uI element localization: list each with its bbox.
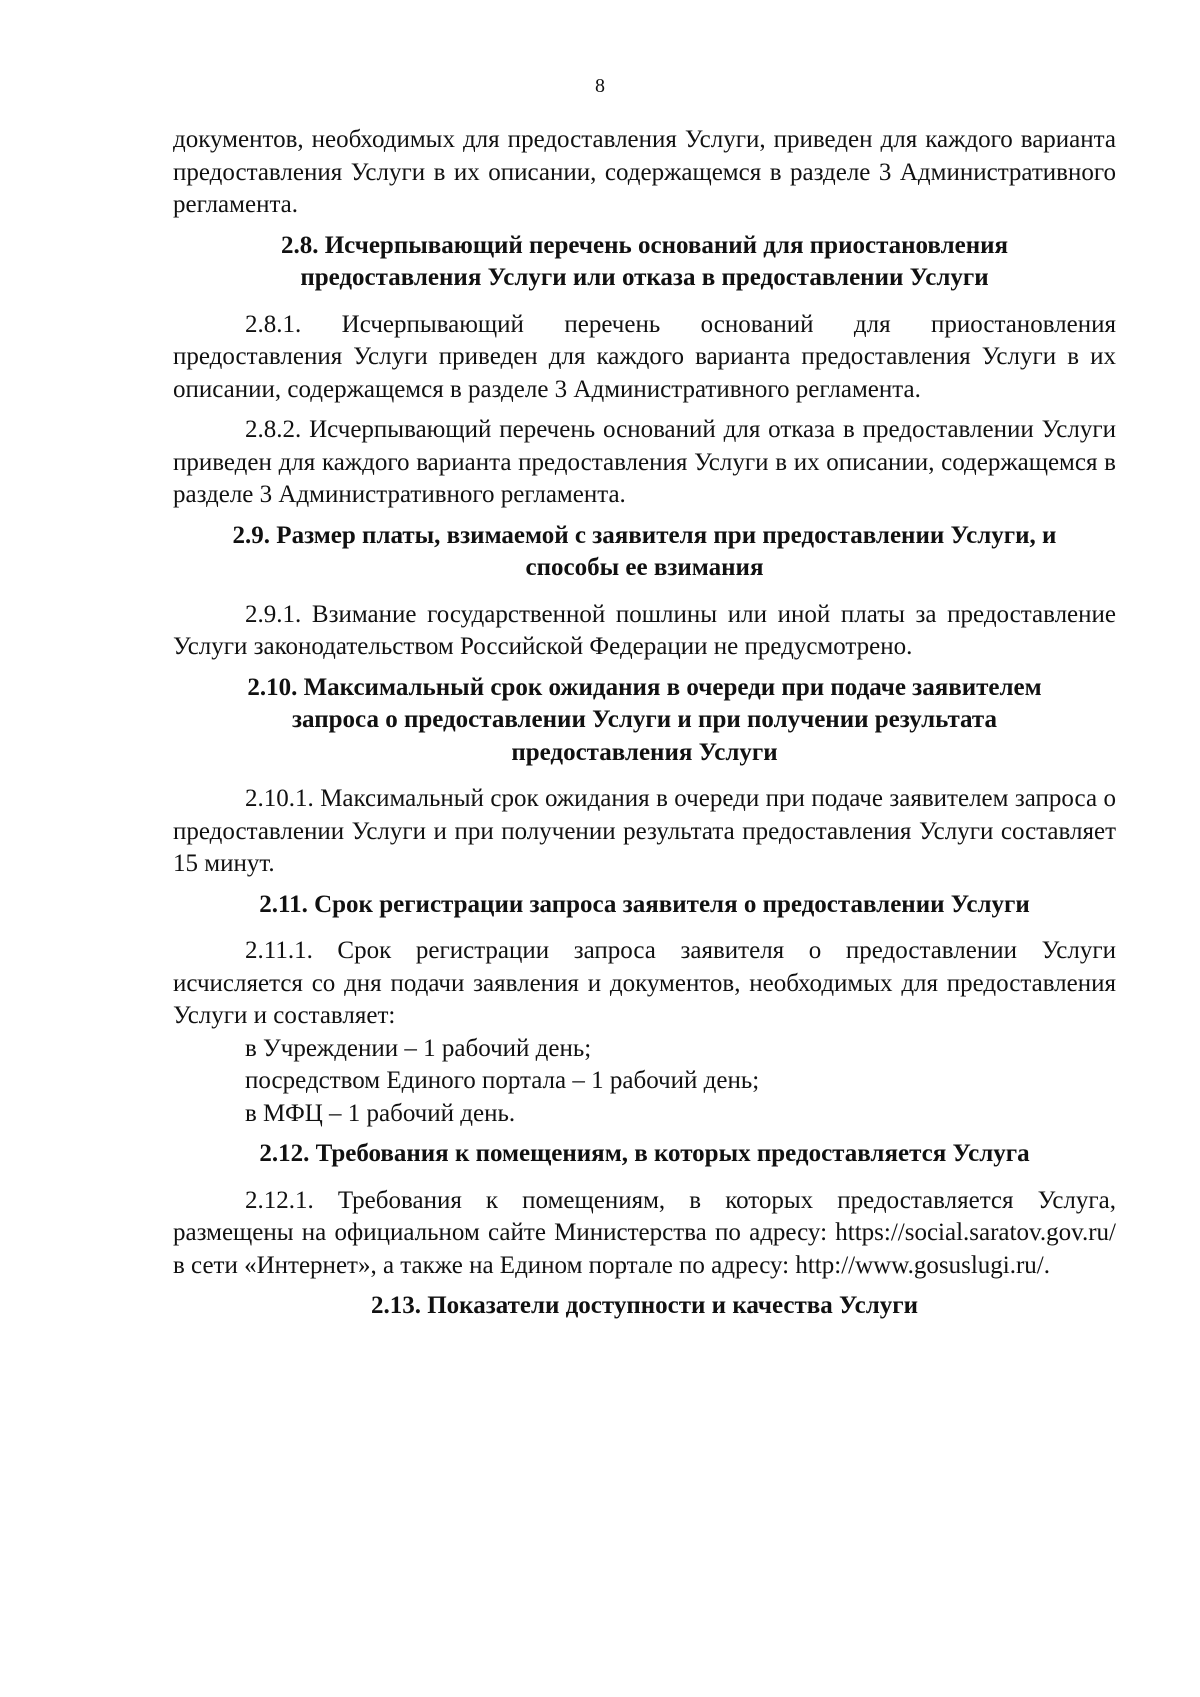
section-heading-2-10 xyxy=(173,672,1116,770)
paragraph-2-12-1: 2.12.1. Требования к помещениям, в которых предоставляется Услуга, размещены на официальном сайте Министерства по адресу: https://social.saratov.gov.ru/ в сети «Интернет», а также на Едином портале по адресу: http://www.gosuslugi.ru/. xyxy=(173,1186,1116,1279)
heading-line: способы ее взимания xyxy=(525,554,764,581)
paragraph-2-9-1: 2.9.1. Взимание государственной пошлины или иной платы за предоставление Услуги законодательством Российской Федерации не предусмотрено. xyxy=(173,600,1116,660)
page-number: 8 xyxy=(595,75,605,97)
section-heading-2-8 xyxy=(173,230,1116,295)
heading-line: запроса о предоставлении Услуги и при получении результата xyxy=(292,706,997,733)
heading-line: 2.10. Максимальный срок ожидания в очереди при подаче заявителем xyxy=(247,673,1042,701)
paragraph-continuation: документов, необходимых для предоставления Услуги, приведен для каждого варианта предоставления Услуги в их описании, содержащемся в разделе 3 Административного регламента. xyxy=(173,126,1116,218)
paragraph-2-11-1: 2.11.1. Срок регистрации запроса заявителя о предоставлении Услуги исчисляется со дня подачи заявления и документов, необходимых для предоставления Услуги и составляет: xyxy=(173,937,1116,1029)
section-heading-2-13 xyxy=(173,1290,1116,1323)
list-item: в МФЦ – 1 рабочий день. xyxy=(245,1099,516,1127)
heading-line: 2.13. Показатели доступности и качества Услуги xyxy=(370,1292,919,1319)
heading-line: предоставления Услуги xyxy=(511,738,778,766)
heading-line: 2.12. Требования к помещениям, в которых предоставляется Услуга xyxy=(259,1140,1030,1167)
paragraph-2-8-1: 2.8.1. Исчерпывающий перечень оснований для приостановления предоставления Услуги приведен для каждого варианта предоставления Услуги в их описании, содержащемся в разделе 3 Административного регламента. xyxy=(173,310,1116,403)
section-heading-2-12 xyxy=(173,1138,1116,1171)
heading-line: предоставления Услуги или отказа в предоставлении Услуги xyxy=(300,264,989,291)
list-item: в Учреждении – 1 рабочий день; xyxy=(245,1034,592,1062)
heading-line: 2.11. Срок регистрации запроса заявителя о предоставлении Услуги xyxy=(259,890,1030,918)
heading-line: 2.9. Размер платы, взимаемой с заявителя при предоставлении Услуги, и xyxy=(232,521,1057,549)
list-item: посредством Единого портала – 1 рабочий день; xyxy=(245,1067,760,1094)
section-heading-2-11 xyxy=(173,889,1116,922)
paragraph-2-10-1: 2.10.1. Максимальный срок ожидания в очереди при подаче заявителем запроса о предоставлении Услуги и при получении результата предоставления Услуги составляет 15 минут. xyxy=(173,785,1116,877)
document-body xyxy=(173,124,1116,1323)
heading-line: 2.8. Исчерпывающий перечень оснований для приостановления xyxy=(280,231,1009,259)
section-heading-2-9 xyxy=(173,520,1116,585)
paragraph-2-8-2: 2.8.2. Исчерпывающий перечень оснований для отказа в предоставлении Услуги приведен для каждого варианта предоставления Услуги в их описании, содержащемся в разделе 3 Административного регламента. xyxy=(173,416,1116,508)
